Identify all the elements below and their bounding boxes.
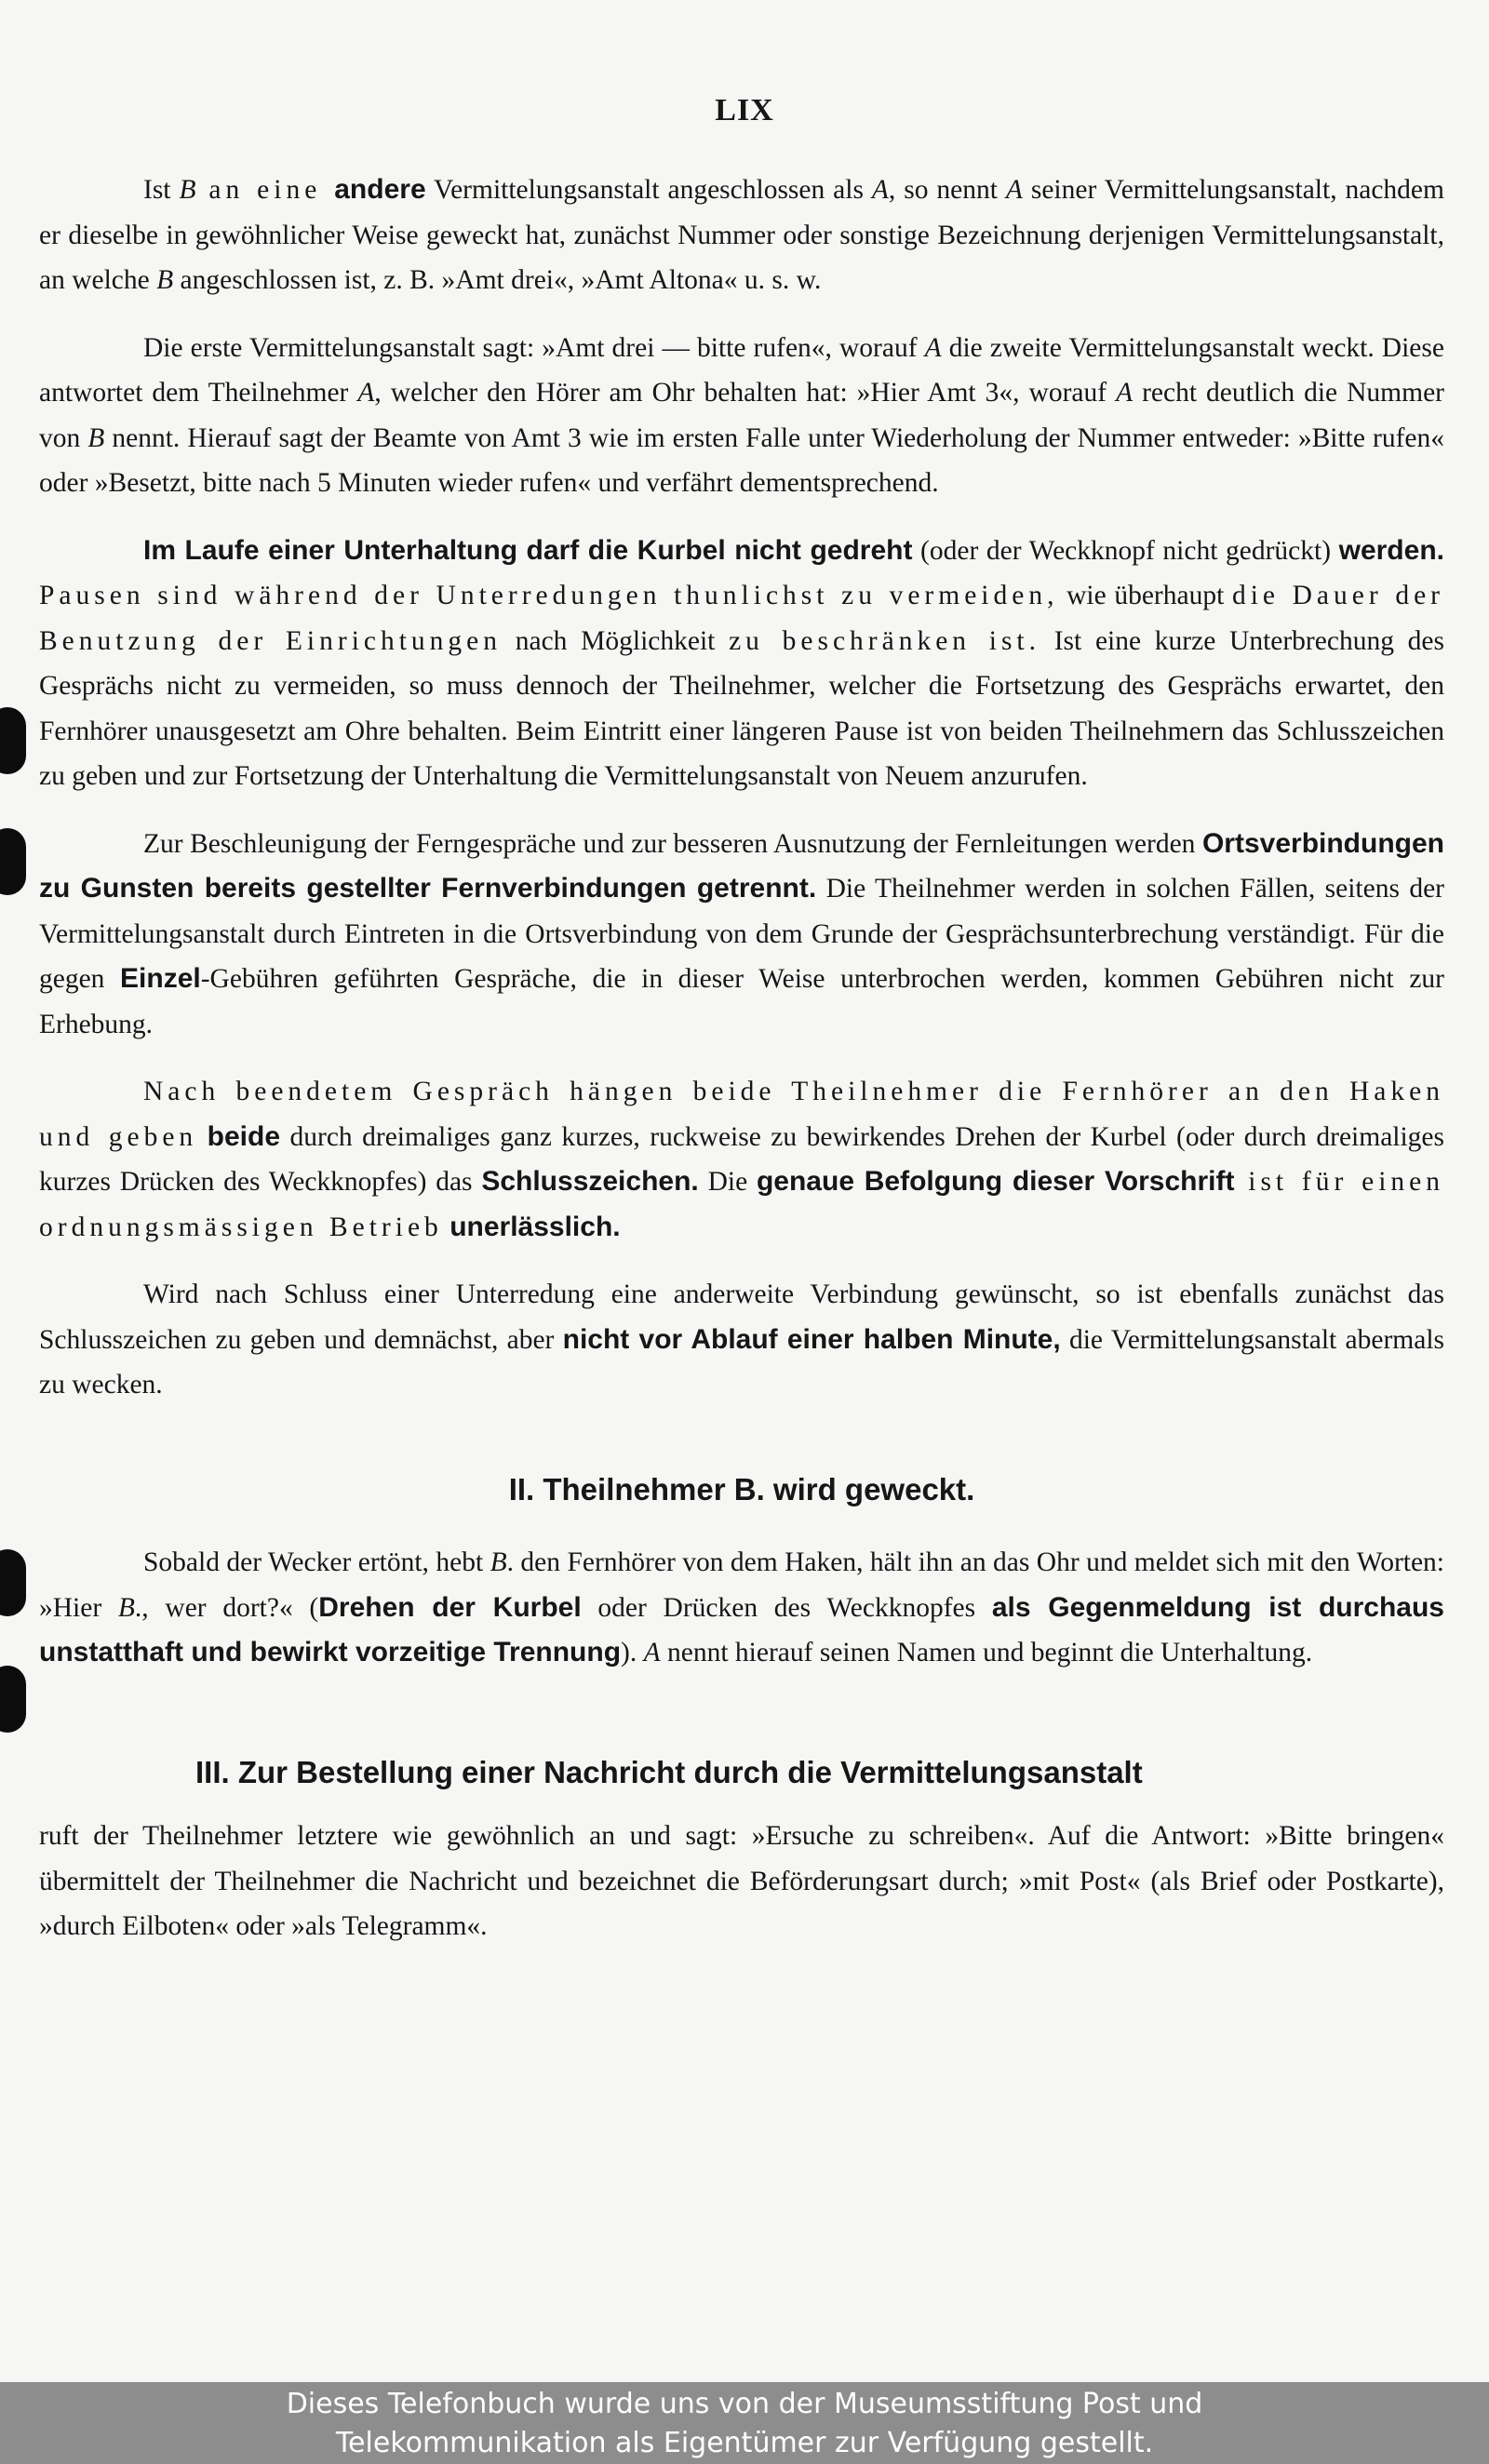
italic-letter: B [490,1547,507,1577]
bold-text: werden. [1338,534,1444,566]
paragraph [39,529,1444,799]
text-run: nennt hierauf seinen Namen und beginnt die Unterhaltung. [660,1638,1313,1667]
text-run: angeschlossen ist, z. B. »Amt drei«, »Amt Altona« u. s. w. [173,265,822,295]
spaced-text: Nach beendetem Gespräch hängen beide Theilnehmer die Fernhörer an den Haken und geben [39,1077,1444,1152]
text-run: , so nennt [888,175,1006,205]
text-run: Ist eine kurze Unterbrechung des Gesprächs nicht zu vermeiden, so muss dennoch der Theilnehmer, welcher die Fortsetzung des Gesprächs erwartet, den Fernhörer unausgesetzt am Ohre behalten. Beim Eintritt einer längeren Pause ist von beiden Theilnehmern das Schlusszeichen zu geben und zur Fortsetzung der Unterhaltung die Vermittelungsanstalt von Neuem anzurufen. [39,625,1444,791]
text-run: Wird nach Schluss einer Unterredung eine anderweite Verbindung gewünscht, so ist ebenfalls zunächst das Schlusszeichen zu geben und demnächst, aber [39,1279,1444,1355]
italic-letter: A [1116,378,1134,408]
page-number: LIX [715,93,774,127]
italic-letter: A [924,332,942,363]
text-run: Die Theilnehmer werden in solchen Fällen, seitens der Vermittelungsanstalt durch Eintreten in die Ortsverbindung von dem Grunde der Gesprächsunterbrechung verständigt. Für die gegen [39,874,1444,994]
text-run: . den Fernhörer von dem Haken, hält ihn an das Ohr und meldet sich mit den Worten: »Hier [39,1547,1444,1623]
document-body [39,167,1444,1972]
text-run: ., wer dort?« ( [134,1592,319,1623]
spaced-text: die Dauer der Benutzung der Einrichtungen [39,581,1444,656]
text-run: Vermittelungsanstalt angeschlossen als [425,175,872,205]
text-run: die Vermittelungsanstalt abermals zu wecken. [39,1324,1444,1399]
text-run: , welcher den Hörer am Ohr behalten hat: »Hier Amt 3«, worauf [374,378,1117,408]
text-run: die zweite Vermittelungsanstalt weckt. Diese antwortet dem Theilnehmer [39,332,1444,408]
bold-text: unerlässlich. [449,1211,621,1242]
paragraph [39,1272,1444,1408]
italic-letter: B [87,422,105,453]
paragraph [39,167,1444,303]
text-run: durch dreimaliges ganz kurzes, ruckweise zu bewirkendes Drehen der Kurbel (oder durch dreimaliges kurzes Drücken des Weckknopfes) das [39,1121,1445,1197]
text-run: Zur Beschleunigung der Ferngespräche und zur besseren Ausnutzung der Fernleitungen werden [143,828,1202,859]
text-run: Die [698,1167,757,1197]
italic-letter: B [156,265,174,295]
italic-letter: B [179,175,196,205]
footer-line: Dieses Telefonbuch wurde uns von der Museumsstiftung Post und [286,2388,1203,2420]
bold-text: andere [334,174,426,205]
punch-hole [0,707,26,774]
paragraph [39,326,1444,506]
text-run [197,1122,207,1152]
paragraph [39,822,1444,1048]
paragraph [39,1069,1444,1250]
punch-hole [0,1549,26,1616]
punch-hole [0,828,26,895]
text-run: Sobald der Wecker ertönt, hebt [143,1547,490,1577]
text-run: nennt. Hierauf sagt der Beamte von Amt 3 wie im ersten Falle unter Wiederholung der Nummer entweder: »Bitte rufen« oder »Besetzt, bitte nach 5 Minuten wieder rufen« und verfährt dementsprechend. [39,422,1444,498]
bold-text: beide [207,1120,281,1152]
italic-letter: A [871,175,889,205]
bold-text: Drehen der Kurbel [318,1591,582,1623]
bold-text: Im Laufe einer Unterhaltung darf die Kurbel nicht gedreht [143,534,913,566]
bold-text: genaue Befolgung dieser Vorschrift [756,1166,1235,1197]
text-run: oder Drücken des Weckknopfes [581,1592,992,1623]
punch-hole [0,1666,26,1733]
text-run: Die erste Vermittelungsanstalt sagt: »Amt drei — bitte rufen«, worauf [143,332,925,363]
text-run: recht deutlich die Nummer von [39,378,1444,453]
spaced-text: Pausen sind während der Unterredungen thunlichst zu vermeiden, [39,581,1059,610]
text-run: -Gebühren geführten Gespräche, die in dieser Weise unterbrochen werden, kommen Gebühren nicht zur Erhebung. [39,964,1445,1039]
spaced-text: zu beschränken ist. [729,625,1041,656]
text-run: nach Möglichkeit [502,625,730,656]
section-heading: III. Zur Bestellung einer Nachricht durch die Vermittelungsanstalt [195,1754,1143,1789]
paragraph [39,1814,1444,1949]
italic-letter: B [117,1592,135,1623]
bold-text: nicht vor Ablauf einer halben Minute, [562,1323,1061,1355]
section-heading: II. Theilnehmer B. wird geweckt. [508,1471,975,1507]
bold-text: Schlusszeichen. [481,1166,699,1197]
text-run: (oder der Weckknopf nicht gedrückt) [912,535,1339,566]
italic-letter: A [357,378,375,408]
spaced-text: an eine [195,175,335,205]
text-run: Ist [143,175,180,205]
italic-letter: A [643,1638,661,1667]
footer-notice [0,2382,1489,2464]
text-run: seiner Vermittelungsanstalt, nachdem er dieselbe in gewöhnlicher Weise geweckt hat, zunächst Nummer oder sonstige Bezeichnung derjenigen Vermittelungsanstalt, an welche [39,175,1444,295]
footer-line: Telekommunikation als Eigentümer zur Verfügung gestellt. [335,2427,1154,2459]
spaced-text: ist für einen ordnungsmässigen Betrieb [39,1167,1445,1242]
paragraph [39,1540,1444,1676]
bold-text: Einzel [120,963,201,994]
italic-letter: A [1005,175,1023,205]
bold-text: Ortsverbindungen zu Gunsten bereits gestellter Fernverbindungen getrennt. [39,827,1444,904]
bold-text: als Gegenmeldung ist durchaus unstatthaft und bewirkt vorzeitige Trennung [39,1591,1444,1667]
text-run: wie überhaupt [1058,581,1232,610]
text-run: ruft der Theilnehmer letztere wie gewöhnlich an und sagt: »Ersuche zu schreiben«. Auf die Antwort: »Bitte bringen« übermittelt der Theilnehmer die Nachricht und bezeichnet die Beförderungsart durch; »mit Post« (als Brief oder Postkarte), »durch Eilboten« oder »als Telegramm«. [39,1821,1444,1941]
text-run: ). [621,1638,644,1667]
